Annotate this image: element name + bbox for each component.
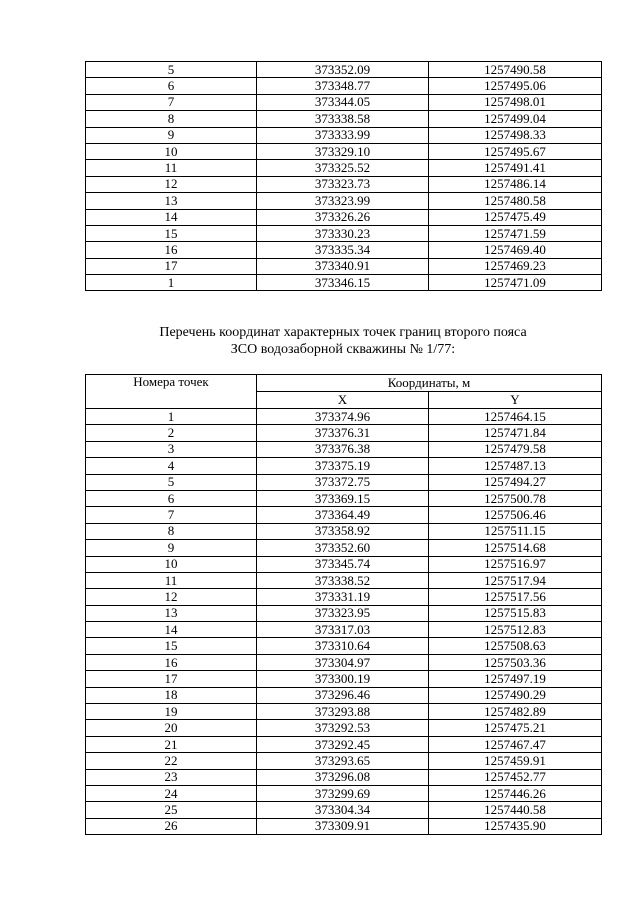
point-number-cell: 7 bbox=[86, 507, 257, 523]
coord-y-cell: 1257506.46 bbox=[429, 507, 602, 523]
point-number-cell: 9 bbox=[86, 540, 257, 556]
point-number-cell: 25 bbox=[86, 802, 257, 818]
point-number-cell: 8 bbox=[86, 523, 257, 539]
point-number-cell: 8 bbox=[86, 111, 257, 127]
point-number-cell: 2 bbox=[86, 425, 257, 441]
coord-y-cell: 1257500.78 bbox=[429, 490, 602, 506]
header-coordinates: Координаты, м bbox=[257, 375, 602, 392]
header-row-main bbox=[86, 375, 602, 392]
coord-x-cell: 373293.65 bbox=[257, 753, 429, 769]
table-row bbox=[86, 589, 602, 605]
coord-x-cell: 373310.64 bbox=[257, 638, 429, 654]
coord-y-cell: 1257471.09 bbox=[429, 275, 602, 291]
coord-y-cell: 1257498.01 bbox=[429, 94, 602, 110]
table-row bbox=[86, 490, 602, 506]
coord-y-cell: 1257469.40 bbox=[429, 242, 602, 258]
coord-y-cell: 1257515.83 bbox=[429, 605, 602, 621]
coord-x-cell: 373376.31 bbox=[257, 425, 429, 441]
heading-line-1: Перечень координат характерных точек границ второго пояса bbox=[159, 325, 527, 340]
coord-y-cell: 1257497.19 bbox=[429, 671, 602, 687]
point-number-cell: 14 bbox=[86, 209, 257, 225]
table-row bbox=[86, 753, 602, 769]
coord-x-cell: 373352.09 bbox=[257, 62, 429, 78]
table-row bbox=[86, 441, 602, 457]
point-number-cell: 12 bbox=[86, 589, 257, 605]
point-number-cell: 16 bbox=[86, 654, 257, 670]
table-row bbox=[86, 474, 602, 490]
table-row bbox=[86, 769, 602, 785]
coord-y-cell: 1257479.58 bbox=[429, 441, 602, 457]
table-row bbox=[86, 94, 602, 110]
table-header bbox=[86, 375, 602, 409]
point-number-cell: 13 bbox=[86, 605, 257, 621]
coord-x-cell: 373293.88 bbox=[257, 704, 429, 720]
point-number-cell: 7 bbox=[86, 94, 257, 110]
coord-x-cell: 373317.03 bbox=[257, 622, 429, 638]
coord-x-cell: 373329.10 bbox=[257, 143, 429, 159]
point-number-cell: 18 bbox=[86, 687, 257, 703]
table-row bbox=[86, 802, 602, 818]
coord-y-cell: 1257517.56 bbox=[429, 589, 602, 605]
table-row bbox=[86, 62, 602, 78]
point-number-cell: 16 bbox=[86, 242, 257, 258]
table-row bbox=[86, 523, 602, 539]
coord-x-cell: 373323.73 bbox=[257, 176, 429, 192]
coord-x-cell: 373345.74 bbox=[257, 556, 429, 572]
coord-y-cell: 1257482.89 bbox=[429, 704, 602, 720]
coord-x-cell: 373352.60 bbox=[257, 540, 429, 556]
coord-y-cell: 1257490.29 bbox=[429, 687, 602, 703]
coord-y-cell: 1257511.15 bbox=[429, 523, 602, 539]
coord-x-cell: 373296.08 bbox=[257, 769, 429, 785]
table-row bbox=[86, 638, 602, 654]
coord-y-cell: 1257471.59 bbox=[429, 225, 602, 241]
point-number-cell: 17 bbox=[86, 258, 257, 274]
table-row bbox=[86, 143, 602, 159]
coord-y-cell: 1257503.36 bbox=[429, 654, 602, 670]
table-row bbox=[86, 556, 602, 572]
table-row bbox=[86, 209, 602, 225]
table-row bbox=[86, 818, 602, 834]
coord-y-cell: 1257487.13 bbox=[429, 458, 602, 474]
point-number-cell: 15 bbox=[86, 225, 257, 241]
coord-x-cell: 373300.19 bbox=[257, 671, 429, 687]
coord-y-cell: 1257475.21 bbox=[429, 720, 602, 736]
coord-y-cell: 1257516.97 bbox=[429, 556, 602, 572]
coord-y-cell: 1257480.58 bbox=[429, 193, 602, 209]
coord-y-cell: 1257490.58 bbox=[429, 62, 602, 78]
table-row bbox=[86, 605, 602, 621]
coord-y-cell: 1257508.63 bbox=[429, 638, 602, 654]
coord-y-cell: 1257475.49 bbox=[429, 209, 602, 225]
coord-x-cell: 373374.96 bbox=[257, 409, 429, 425]
point-number-cell: 1 bbox=[86, 275, 257, 291]
point-number-cell: 11 bbox=[86, 572, 257, 588]
coord-x-cell: 373323.99 bbox=[257, 193, 429, 209]
point-number-cell: 24 bbox=[86, 785, 257, 801]
point-number-cell: 11 bbox=[86, 160, 257, 176]
coord-x-cell: 373330.23 bbox=[257, 225, 429, 241]
coord-x-cell: 373348.77 bbox=[257, 78, 429, 94]
coord-y-cell: 1257494.27 bbox=[429, 474, 602, 490]
point-number-cell: 6 bbox=[86, 490, 257, 506]
point-number-cell: 20 bbox=[86, 720, 257, 736]
coord-y-cell: 1257517.94 bbox=[429, 572, 602, 588]
point-number-cell: 19 bbox=[86, 704, 257, 720]
coord-x-cell: 373325.52 bbox=[257, 160, 429, 176]
coord-y-cell: 1257495.67 bbox=[429, 143, 602, 159]
point-number-cell: 14 bbox=[86, 622, 257, 638]
coord-x-cell: 373292.45 bbox=[257, 736, 429, 752]
table-row bbox=[86, 720, 602, 736]
coord-x-cell: 373304.97 bbox=[257, 654, 429, 670]
coord-x-cell: 373335.34 bbox=[257, 242, 429, 258]
table-row bbox=[86, 193, 602, 209]
coord-x-cell: 373346.15 bbox=[257, 275, 429, 291]
section-heading bbox=[85, 324, 601, 358]
heading-line-2: ЗСО водозаборной скважины № 1/77: bbox=[230, 342, 456, 357]
coord-y-cell: 1257471.84 bbox=[429, 425, 602, 441]
coord-y-cell: 1257459.91 bbox=[429, 753, 602, 769]
table-row bbox=[86, 275, 602, 291]
table-row bbox=[86, 176, 602, 192]
table-row bbox=[86, 572, 602, 588]
table-body bbox=[86, 62, 602, 291]
coord-x-cell: 373292.53 bbox=[257, 720, 429, 736]
table-row bbox=[86, 687, 602, 703]
coord-x-cell: 373299.69 bbox=[257, 785, 429, 801]
coord-x-cell: 373296.46 bbox=[257, 687, 429, 703]
coord-x-cell: 373331.19 bbox=[257, 589, 429, 605]
point-number-cell: 23 bbox=[86, 769, 257, 785]
coord-x-cell: 373338.58 bbox=[257, 111, 429, 127]
table-row bbox=[86, 622, 602, 638]
coord-y-cell: 1257495.06 bbox=[429, 78, 602, 94]
coord-y-cell: 1257464.15 bbox=[429, 409, 602, 425]
table-row bbox=[86, 458, 602, 474]
coord-x-cell: 373364.49 bbox=[257, 507, 429, 523]
coord-y-cell: 1257446.26 bbox=[429, 785, 602, 801]
coord-x-cell: 373333.99 bbox=[257, 127, 429, 143]
coord-y-cell: 1257498.33 bbox=[429, 127, 602, 143]
coord-y-cell: 1257499.04 bbox=[429, 111, 602, 127]
coord-y-cell: 1257440.58 bbox=[429, 802, 602, 818]
coord-y-cell: 1257467.47 bbox=[429, 736, 602, 752]
table-row bbox=[86, 671, 602, 687]
coord-x-cell: 373340.91 bbox=[257, 258, 429, 274]
table-row bbox=[86, 704, 602, 720]
table-row bbox=[86, 507, 602, 523]
point-number-cell: 26 bbox=[86, 818, 257, 834]
point-number-cell: 21 bbox=[86, 736, 257, 752]
point-number-cell: 5 bbox=[86, 62, 257, 78]
point-number-cell: 13 bbox=[86, 193, 257, 209]
point-number-cell: 17 bbox=[86, 671, 257, 687]
coord-x-cell: 373369.15 bbox=[257, 490, 429, 506]
coord-x-cell: 373326.26 bbox=[257, 209, 429, 225]
point-number-cell: 12 bbox=[86, 176, 257, 192]
table-row bbox=[86, 160, 602, 176]
table-row bbox=[86, 111, 602, 127]
table-body bbox=[86, 409, 602, 835]
point-number-cell: 9 bbox=[86, 127, 257, 143]
table-row bbox=[86, 258, 602, 274]
table-row bbox=[86, 225, 602, 241]
point-number-cell: 6 bbox=[86, 78, 257, 94]
coord-x-cell: 373376.38 bbox=[257, 441, 429, 457]
coord-x-cell: 373358.92 bbox=[257, 523, 429, 539]
coord-x-cell: 373323.95 bbox=[257, 605, 429, 621]
coord-x-cell: 373309.91 bbox=[257, 818, 429, 834]
coord-x-cell: 373375.19 bbox=[257, 458, 429, 474]
coord-x-cell: 373338.52 bbox=[257, 572, 429, 588]
point-number-cell: 15 bbox=[86, 638, 257, 654]
header-y: Y bbox=[429, 392, 602, 409]
coord-y-cell: 1257491.41 bbox=[429, 160, 602, 176]
coord-y-cell: 1257514.68 bbox=[429, 540, 602, 556]
table-row bbox=[86, 127, 602, 143]
table-row bbox=[86, 425, 602, 441]
coordinates-table-second-belt bbox=[85, 374, 602, 835]
point-number-cell: 1 bbox=[86, 409, 257, 425]
coord-y-cell: 1257469.23 bbox=[429, 258, 602, 274]
coordinates-table-first-belt bbox=[85, 61, 602, 291]
table-row bbox=[86, 654, 602, 670]
header-point-numbers: Номера точек bbox=[86, 375, 257, 409]
point-number-cell: 10 bbox=[86, 143, 257, 159]
point-number-cell: 5 bbox=[86, 474, 257, 490]
table-row bbox=[86, 736, 602, 752]
coord-x-cell: 373344.05 bbox=[257, 94, 429, 110]
table-row bbox=[86, 409, 602, 425]
point-number-cell: 10 bbox=[86, 556, 257, 572]
header-x: X bbox=[257, 392, 429, 409]
coord-x-cell: 373372.75 bbox=[257, 474, 429, 490]
coord-y-cell: 1257512.83 bbox=[429, 622, 602, 638]
point-number-cell: 4 bbox=[86, 458, 257, 474]
coord-y-cell: 1257486.14 bbox=[429, 176, 602, 192]
table-row bbox=[86, 78, 602, 94]
coord-y-cell: 1257452.77 bbox=[429, 769, 602, 785]
point-number-cell: 22 bbox=[86, 753, 257, 769]
table-row bbox=[86, 242, 602, 258]
table-row bbox=[86, 540, 602, 556]
coord-y-cell: 1257435.90 bbox=[429, 818, 602, 834]
coord-x-cell: 373304.34 bbox=[257, 802, 429, 818]
table-row bbox=[86, 785, 602, 801]
point-number-cell: 3 bbox=[86, 441, 257, 457]
